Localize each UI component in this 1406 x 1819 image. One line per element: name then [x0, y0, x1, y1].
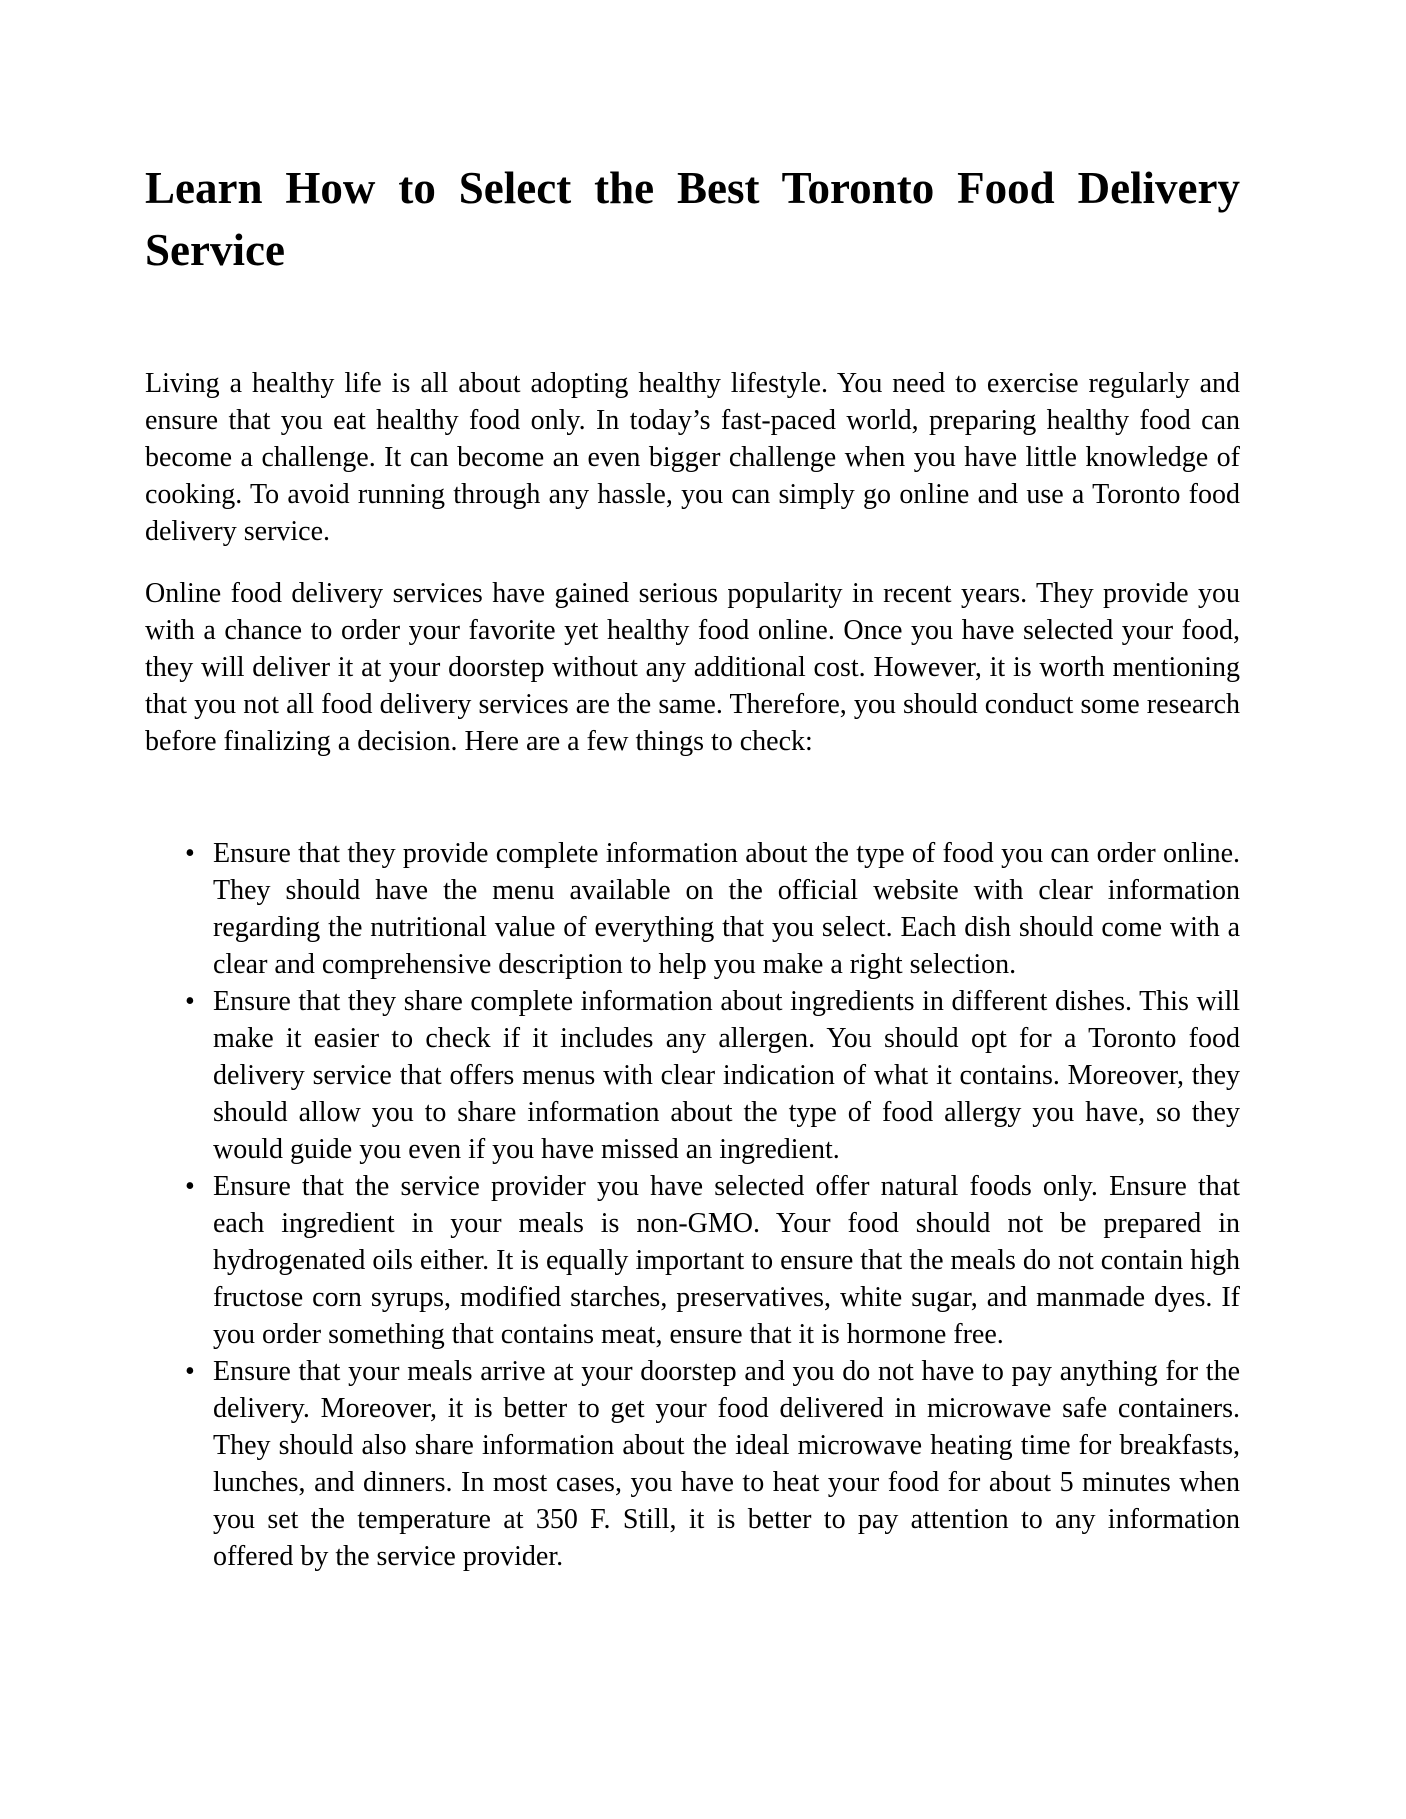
page-title-line-1: Learn How to Select the Best Toronto Food Delivery: [145, 163, 1240, 213]
checklist-item: [145, 1168, 1240, 1353]
page-title-line-2: Service: [145, 225, 285, 275]
intro-paragraph: Living a healthy life is all about adopting healthy lifestyle. You need to exercise regularly and ensure that you eat healthy food only. In today’s fast-paced world, preparing healthy food can become a challenge. It can become an even bigger challenge when you have little knowledge of cooking. To avoid running through any hassle, you can simply go online and use a Toronto food delivery service.: [145, 368, 1240, 547]
checklist-item-text: Ensure that they provide complete information about the type of food you can order online. They should have the menu available on the official website with clear information regarding the nutritional value of everything that you select. Each dish should come with a clear and comprehensive description to help you make a right selection.: [213, 838, 1240, 980]
checklist-item: [145, 983, 1240, 1168]
checklist-item-text: Ensure that they share complete information about ingredients in different dishes. This will make it easier to check if it includes any allergen. You should opt for a Toronto food delivery service that offers menus with clear indication of what it contains. Moreover, they should allow you to share information about the type of food allergy you have, so they would guide you even if you have missed an ingredient.: [213, 986, 1240, 1165]
overview-paragraph: Online food delivery services have gained serious popularity in recent years. They provide you with a chance to order your favorite yet healthy food online. Once you have selected your food, they will deliver it at your doorstep without any additional cost. However, it is worth mentioning that you not all food delivery services are the same. Therefore, you should conduct some research before finalizing a decision. Here are a few things to check:: [145, 578, 1240, 757]
bullet-icon: •: [185, 1171, 195, 1202]
bullet-icon: •: [185, 986, 195, 1017]
checklist-item-text: Ensure that the service provider you have selected offer natural foods only. Ensure that each ingredient in your meals is non-GMO. Your food should not be prepared in hydrogenated oils either. It is equally important to ensure that the meals do not contain high fructose corn syrups, modified starches, preservatives, white sugar, and manmade dyes. If you order something that contains meat, ensure that it is hormone free.: [213, 1171, 1240, 1350]
page-title: [145, 157, 1240, 281]
document-body: [145, 365, 1240, 1575]
bullet-icon: •: [185, 1356, 195, 1387]
checklist-item: [145, 1353, 1240, 1575]
bullet-icon: •: [185, 838, 195, 869]
checklist-item: [145, 835, 1240, 983]
checklist-item-text: Ensure that your meals arrive at your doorstep and you do not have to pay anything for the delivery. Moreover, it is better to get your food delivered in microwave safe containers. They should also share information about the ideal microwave heating time for breakfasts, lunches, and dinners. In most cases, you have to heat your food for about 5 minutes when you set the temperature at 350 F. Still, it is better to pay attention to any information offered by the service provider.: [213, 1356, 1240, 1572]
checklist: [145, 835, 1240, 1575]
